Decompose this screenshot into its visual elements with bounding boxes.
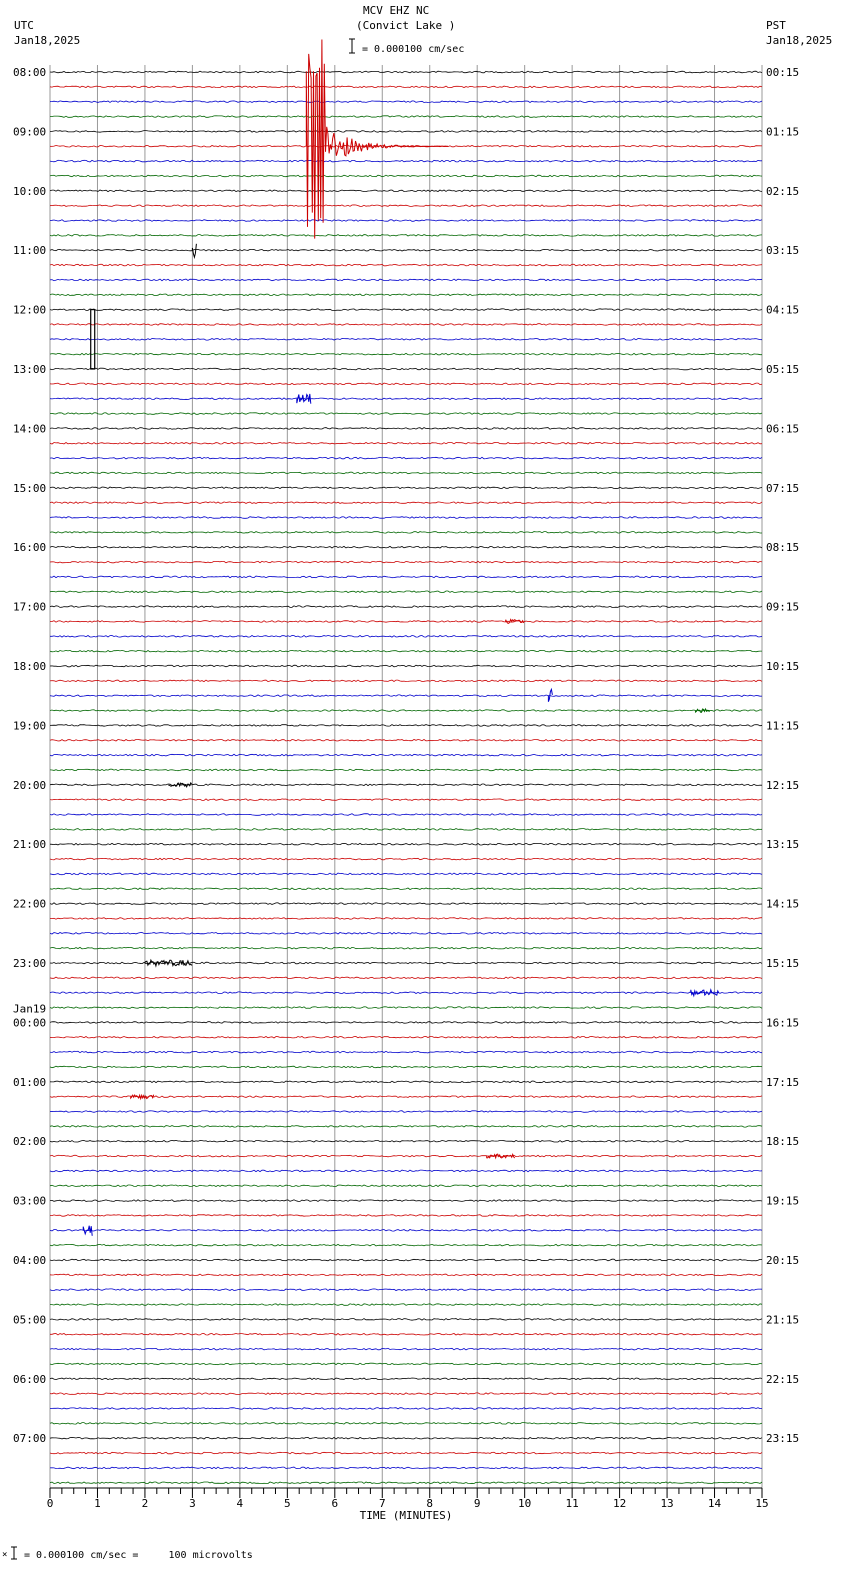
seismic-trace — [50, 1007, 762, 1009]
utc-hour-label: 06:00 — [13, 1372, 47, 1386]
left-timezone: UTC — [14, 19, 34, 32]
utc-hour-label: 03:00 — [13, 1194, 47, 1208]
seismic-trace — [50, 1319, 762, 1321]
seismic-trace — [50, 621, 762, 623]
utc-hour-label: 21:00 — [13, 838, 47, 852]
utc-hour-label: 18:00 — [13, 660, 47, 673]
pst-hour-label: 08:15 — [766, 541, 800, 555]
x-tick-label: 12 — [612, 1497, 627, 1510]
utc-hour-label: 16:00 — [13, 541, 47, 555]
x-tick-label: 6 — [331, 1497, 339, 1510]
seismic-trace — [50, 784, 762, 786]
seismic-trace — [50, 190, 762, 192]
seismic-trace — [50, 398, 762, 400]
seismic-event — [487, 1154, 515, 1158]
seismic-trace — [50, 933, 762, 935]
pst-hour-label: 21:15 — [766, 1313, 800, 1327]
seismic-trace — [50, 205, 762, 207]
pst-hour-label: 03:15 — [766, 244, 800, 258]
seismic-trace — [50, 725, 762, 727]
seismic-trace — [50, 858, 762, 860]
pst-hour-label: 00:15 — [766, 66, 800, 79]
seismic-trace — [50, 1140, 762, 1142]
pst-hour-label: 19:15 — [766, 1194, 800, 1208]
seismic-trace — [50, 324, 762, 326]
seismic-trace — [50, 873, 762, 875]
seismic-trace — [50, 799, 762, 801]
seismic-trace — [50, 220, 762, 222]
x-tick-label: 3 — [189, 1497, 196, 1510]
pst-hour-label: 18:15 — [766, 1135, 800, 1149]
seismic-trace — [50, 428, 762, 430]
seismic-trace — [50, 175, 762, 177]
seismic-event — [83, 1226, 92, 1236]
x-tick-label: 1 — [94, 1497, 101, 1510]
seismic-trace — [50, 1126, 762, 1128]
seismic-event — [192, 244, 196, 257]
seismic-trace — [50, 160, 762, 162]
seismic-trace — [50, 710, 762, 712]
seismic-trace — [50, 1170, 762, 1172]
pst-hour-label: 23:15 — [766, 1432, 800, 1446]
utc-hour-label: 23:00 — [13, 957, 47, 970]
seismic-trace — [50, 1155, 762, 1157]
utc-hour-label: 17:00 — [13, 600, 47, 614]
pst-hour-label: 11:15 — [766, 719, 800, 733]
seismic-trace — [50, 1244, 762, 1246]
utc-hour-label: 20:00 — [13, 778, 47, 792]
seismic-trace — [50, 1215, 762, 1217]
seismic-trace — [50, 339, 762, 341]
seismic-trace — [50, 1289, 762, 1291]
seismic-trace — [50, 1363, 762, 1365]
x-tick-label: 9 — [473, 1497, 481, 1510]
pst-hour-label: 22:15 — [766, 1372, 800, 1386]
footer-marker: × — [2, 1550, 8, 1560]
utc-hour-label: 04:00 — [13, 1254, 47, 1267]
seismic-trace — [50, 1334, 762, 1336]
seismic-trace — [50, 1393, 762, 1395]
seismic-trace — [50, 517, 762, 519]
seismic-trace — [50, 368, 762, 370]
seismic-trace — [50, 695, 762, 697]
seismic-trace — [50, 1111, 762, 1113]
utc-hour-label: 08:00 — [13, 66, 47, 79]
seismic-trace — [50, 1259, 762, 1261]
seismic-trace — [50, 650, 762, 652]
seismic-trace — [50, 992, 762, 994]
station-location: (Convict Lake ) — [356, 19, 456, 32]
pst-hour-label: 06:15 — [766, 422, 800, 436]
seismic-trace — [50, 1467, 762, 1469]
seismic-trace — [50, 606, 762, 608]
seismic-trace — [50, 532, 762, 534]
seismic-trace — [50, 680, 762, 682]
seismic-trace — [50, 86, 762, 88]
x-tick-label: 8 — [426, 1497, 434, 1510]
utc-hour-label: 05:00 — [13, 1313, 47, 1327]
earthquake-event — [306, 40, 448, 239]
seismic-trace — [50, 1482, 762, 1484]
seismic-trace — [50, 769, 762, 771]
pst-hour-label: 13:15 — [766, 838, 800, 852]
utc-hour-label: 00:00 — [13, 1016, 47, 1030]
utc-hour-label: 14:00 — [13, 422, 47, 436]
seismic-trace — [50, 1348, 762, 1350]
station-title: MCV EHZ NC — [363, 4, 430, 17]
seismic-trace — [50, 413, 762, 415]
seismic-trace — [50, 1066, 762, 1068]
x-tick-label: 5 — [284, 1497, 291, 1510]
seismic-trace — [50, 829, 762, 831]
utc-hour-label: 13:00 — [13, 363, 47, 376]
seismic-trace — [50, 1185, 762, 1187]
seismic-trace — [50, 1274, 762, 1276]
seismic-trace — [50, 309, 762, 311]
seismic-trace — [50, 1304, 762, 1306]
pst-hour-label: 16:15 — [766, 1016, 800, 1030]
pst-hour-label: 12:15 — [766, 778, 800, 792]
utc-hour-label: 12:00 — [13, 303, 47, 317]
x-tick-label: 10 — [518, 1497, 532, 1510]
scale-bar-icon — [349, 39, 355, 53]
utc-hour-label: 10:00 — [13, 184, 47, 198]
x-tick-label: 4 — [236, 1497, 244, 1510]
seismic-trace — [50, 636, 762, 638]
pst-hour-label: 17:15 — [766, 1075, 800, 1089]
pst-hour-label: 20:15 — [766, 1254, 800, 1267]
seismic-trace — [50, 888, 762, 890]
x-tick-label: 7 — [378, 1497, 386, 1510]
seismic-trace — [50, 383, 762, 385]
seismic-trace — [50, 843, 762, 845]
x-tick-label: 15 — [755, 1497, 769, 1510]
x-tick-label: 0 — [46, 1497, 54, 1510]
seismic-trace — [50, 487, 762, 489]
calibration-footer: = 0.000100 cm/sec = 100 microvolts — [24, 1550, 253, 1561]
pst-hour-label: 15:15 — [766, 957, 800, 970]
x-tick-label: 13 — [660, 1497, 674, 1510]
pst-hour-label: 05:15 — [766, 363, 800, 376]
seismic-trace — [50, 740, 762, 742]
seismic-trace — [50, 1081, 762, 1083]
calibration-bar-icon — [11, 1547, 17, 1559]
seismic-trace — [50, 1200, 762, 1202]
seismic-trace — [50, 1096, 762, 1098]
seismic-trace — [50, 546, 762, 548]
x-tick-label: 14 — [707, 1497, 722, 1510]
seismic-trace — [50, 353, 762, 355]
pst-hour-label: 14:15 — [766, 897, 800, 911]
seismic-trace — [50, 754, 762, 756]
right-timezone: PST — [766, 19, 786, 32]
seismic-event — [297, 394, 311, 404]
utc-hour-label: 09:00 — [13, 125, 47, 139]
seismic-trace — [50, 947, 762, 949]
seismic-trace — [50, 1452, 762, 1454]
seismic-trace — [50, 294, 762, 296]
seismic-trace — [50, 1037, 762, 1039]
utc-hour-label: 01:00 — [13, 1075, 47, 1089]
utc-hour-label: 11:00 — [13, 244, 47, 258]
seismic-trace — [50, 561, 762, 563]
x-axis-label: TIME (MINUTES) — [359, 1509, 453, 1522]
utc-hour-label: 22:00 — [13, 897, 47, 911]
seismic-trace — [50, 101, 762, 103]
seismic-trace — [50, 457, 762, 459]
seismic-trace — [50, 903, 762, 905]
x-tick-label: 11 — [565, 1497, 579, 1510]
pst-hour-label: 04:15 — [766, 303, 800, 317]
seismic-trace — [50, 472, 762, 474]
seismic-trace — [50, 576, 762, 578]
seismic-trace — [50, 591, 762, 593]
utc-hour-label: 02:00 — [13, 1135, 47, 1149]
seismic-trace — [50, 131, 762, 133]
utc-hour-label: 07:00 — [13, 1432, 47, 1446]
seismic-trace — [50, 116, 762, 118]
pst-hour-label: 07:15 — [766, 481, 800, 495]
seismic-trace — [50, 918, 762, 920]
x-tick-label: 2 — [141, 1497, 149, 1510]
right-date: Jan18,2025 — [766, 34, 833, 47]
seismic-trace — [50, 977, 762, 979]
seismic-event — [131, 1095, 154, 1099]
seismic-trace — [50, 1437, 762, 1439]
seismic-trace — [50, 71, 762, 73]
seismic-trace — [50, 1378, 762, 1380]
seismic-trace — [50, 1408, 762, 1410]
seismic-trace — [50, 1051, 762, 1053]
pst-hour-label: 09:15 — [766, 600, 800, 614]
utc-hour-label: 15:00 — [13, 481, 47, 495]
seismic-trace — [50, 814, 762, 816]
left-date: Jan18,2025 — [14, 34, 81, 47]
seismic-trace — [50, 1230, 762, 1232]
pst-hour-label: 02:15 — [766, 184, 800, 198]
seismic-trace — [50, 279, 762, 281]
seismic-trace — [50, 443, 762, 445]
pst-hour-label: 01:15 — [766, 125, 800, 139]
seismic-trace — [50, 264, 762, 266]
seismic-trace — [50, 502, 762, 504]
pst-hour-label: 10:15 — [766, 660, 800, 673]
scale-legend: = 0.000100 cm/sec — [362, 44, 465, 55]
seismic-trace — [50, 235, 762, 237]
utc-date-change-label: Jan19 — [13, 1002, 47, 1016]
utc-hour-label: 19:00 — [13, 719, 47, 733]
seismic-trace — [50, 665, 762, 667]
seismic-trace — [50, 1022, 762, 1024]
seismic-trace — [50, 1423, 762, 1425]
seismic-trace — [50, 249, 762, 251]
